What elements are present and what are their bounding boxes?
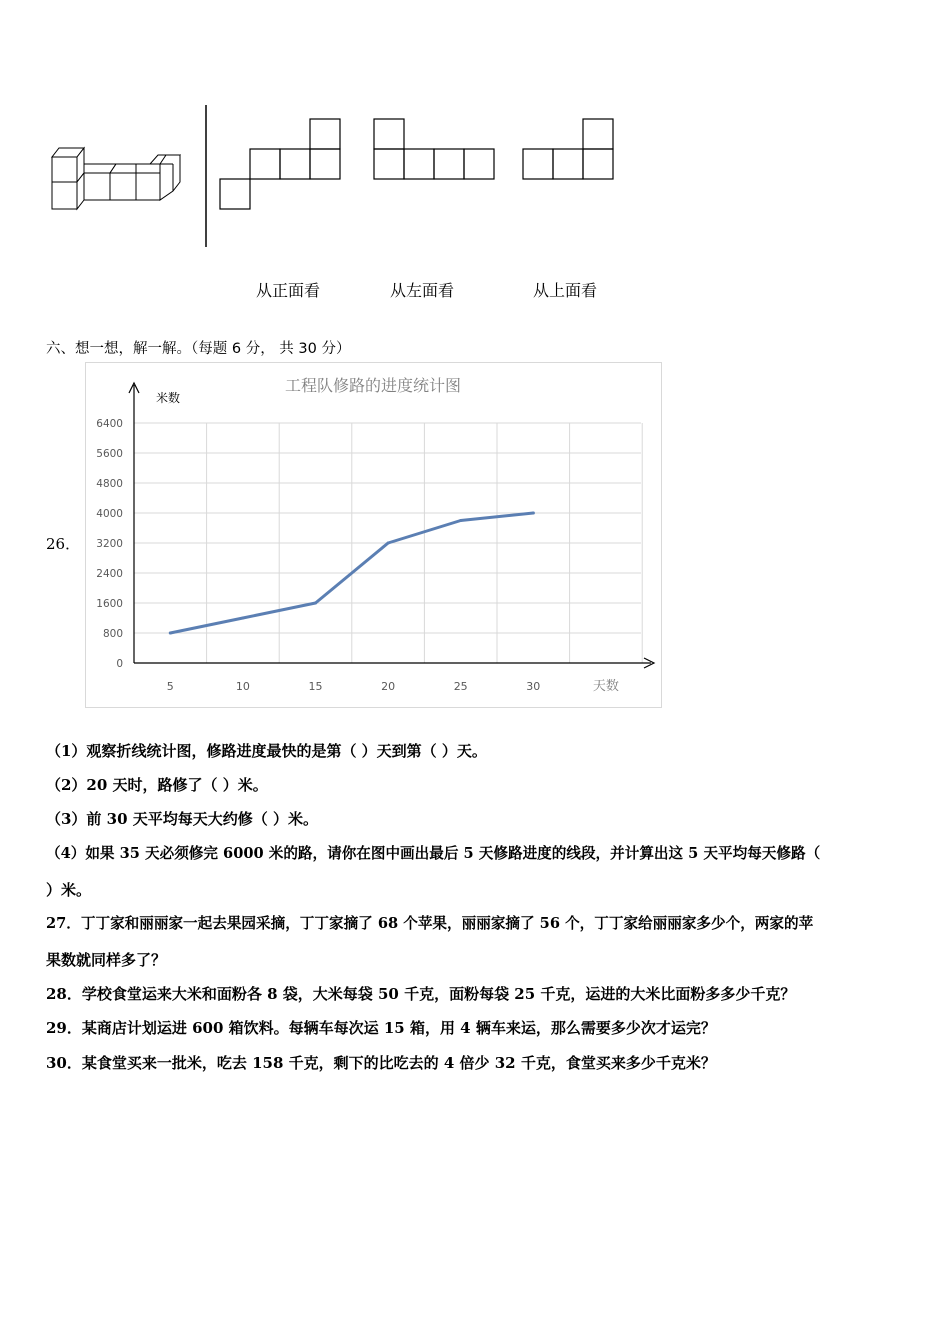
chart-data-point <box>241 617 244 620</box>
line-chart <box>86 363 661 707</box>
front-view-label: 从正面看 <box>256 281 321 300</box>
chart-x-tick-label: 15 <box>308 680 323 693</box>
chart-y-tick-label: 800 <box>102 628 123 640</box>
q26-sub3: （3）前 30 天平均每天大约修（ ）米。 <box>46 810 318 828</box>
top-view-drawing <box>523 119 613 179</box>
question-26-number: 26． <box>46 535 81 553</box>
chart-y-tick-label: 4800 <box>96 478 123 490</box>
chart-y-tick-label: 3200 <box>96 538 123 550</box>
chart-y-tick-label: 6400 <box>96 418 123 430</box>
chart-title: 工程队修路的进度统计图 <box>284 376 462 395</box>
chart-y-tick-label: 5600 <box>96 448 123 460</box>
left-view-label: 从左面看 <box>390 281 455 300</box>
chart-data-point <box>387 542 390 545</box>
q26-sub4-line1: （4）如果 35 天必须修完 6000 米的路，请你在图中画出最后 5 天修路进度的线段，并计算出这 5 天平均每天修路（ <box>46 845 821 862</box>
q26-sub4-line2: ）米。 <box>46 881 92 899</box>
chart-x-tick-label: 5 <box>166 680 174 693</box>
section-title: 六、想一想，解一解。（每题 6 分， 共 30 分） <box>46 341 351 357</box>
chart-y-tick-label: 4000 <box>96 508 123 520</box>
q26-sub2: （2）20 天时，路修了（ ）米。 <box>46 776 268 794</box>
chart-x-tick-label: 10 <box>235 680 250 693</box>
chart-x-tick-label: 20 <box>381 680 396 693</box>
left-view-drawing <box>374 119 494 179</box>
q26-sub1: （1）观察折线统计图，修路进度最快的是第（ ）天到第（ ）天。 <box>46 742 487 760</box>
chart-data-point <box>459 519 462 522</box>
three-view-figure <box>40 100 640 260</box>
top-view-label: 从上面看 <box>533 281 598 300</box>
chart-x-tick-label: 30 <box>526 680 541 693</box>
chart-x-tick-label: 25 <box>453 680 468 693</box>
front-view-drawing <box>220 119 340 209</box>
chart-y-tick-label: 2400 <box>96 568 123 580</box>
chart-y-tick-label: 0 <box>116 658 123 670</box>
line-chart-frame <box>85 362 662 708</box>
q27-line2: 果数就同样多了？ <box>46 951 167 969</box>
chart-data-point <box>314 602 317 605</box>
chart-y-axis-label: 米数 <box>156 391 181 405</box>
q27-line1: 27．丁丁家和丽丽家一起去果园采摘，丁丁家摘了 68 个苹果，丽丽家摘了 56 个，丁丁家给丽丽家多少个，两家的苹 <box>46 915 814 932</box>
chart-y-tick-label: 1600 <box>96 598 123 610</box>
chart-x-axis-label: 天数 <box>592 679 619 694</box>
chart-data-point <box>169 632 172 635</box>
cube-stack-drawing <box>52 148 180 209</box>
q29-text: 29．某商店计划运进 600 箱饮料。每辆车每次运 15 箱，用 4 辆车来运，那么需要多少次才运完？ <box>46 1019 716 1037</box>
q28-text: 28．学校食堂运来大米和面粉各 8 袋，大米每袋 50 千克，面粉每袋 25 千克，运进的大米比面粉多多少千克？ <box>46 985 796 1003</box>
q30-text: 30．某食堂买来一批米，吃去 158 千克，剩下的比吃去的 4 倍少 32 千克，食堂买来多少千克米？ <box>46 1054 716 1072</box>
chart-data-point <box>532 512 535 515</box>
